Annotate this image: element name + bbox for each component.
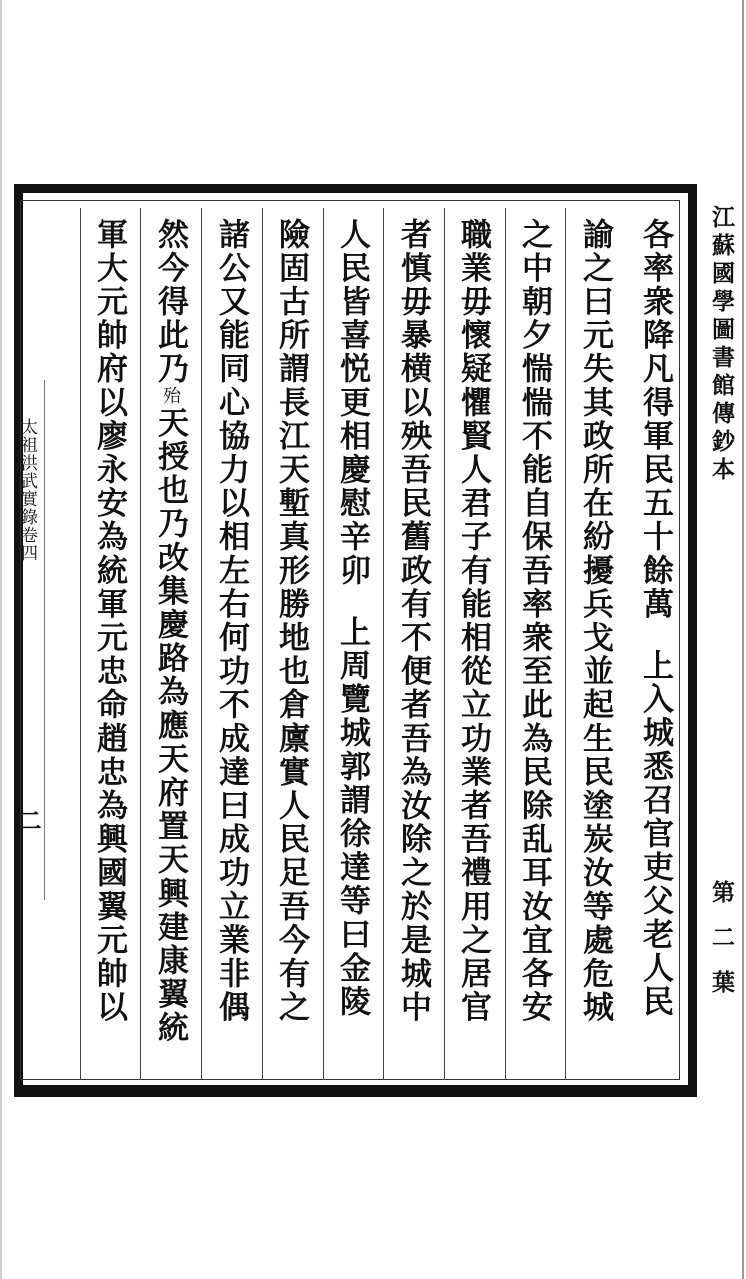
text-column-3 — [509, 218, 559, 1024]
page-edge-right — [742, 0, 744, 1279]
column-rule — [262, 208, 263, 1080]
text-column-6 — [327, 218, 377, 1019]
text-column-1-tail: 上入城悉召官吏父老人民 — [637, 649, 673, 1019]
column-rule — [383, 208, 384, 1080]
column-rule — [505, 208, 506, 1080]
spine-leaf-number: 二 — [13, 808, 42, 832]
library-title: 江蘇國學圖書館傳鈔本 — [708, 205, 735, 485]
page-edge-left — [0, 0, 2, 1279]
text-column-10 — [84, 218, 134, 1024]
column-rule — [80, 208, 81, 1080]
text-column-9-annotation: 殆 — [160, 386, 181, 407]
text-column-1 — [630, 218, 680, 1019]
column-rule — [140, 208, 141, 1080]
column-rule — [323, 208, 324, 1080]
text-column-5-lead: 者慎毋暴横以殃吾民舊政有不便者吾為汝除之於是城中 — [395, 218, 431, 1025]
text-column-9-tail: 天授也乃改集慶路為應天府置天興建康翼統 — [152, 406, 188, 1046]
text-column-3-lead: 之中朝夕惴惴不能自保吾率衆至此為民除乱耳汝宜各安 — [516, 218, 552, 1025]
page-label: 第二葉 — [708, 880, 735, 1015]
text-column-8-lead: 諸公又能同心協力以相左右何功不成達曰成功立業非偶 — [213, 218, 249, 1025]
text-column-2 — [570, 218, 620, 1024]
column-rule — [201, 208, 202, 1080]
text-column-2-lead: 諭之曰元失其政所在紛擾兵戈並起生民塗炭汝等處危城 — [577, 218, 613, 1025]
text-column-5 — [388, 218, 438, 1024]
text-column-1-lead: 各率衆降凡得軍民五十餘萬 — [637, 218, 673, 622]
text-column-9 — [145, 218, 195, 1045]
text-column-4-lead: 職業毋懷疑懼賢人君子有能相從立功業者吾禮用之居官 — [455, 218, 491, 1025]
column-rule — [444, 208, 445, 1080]
text-column-10-lead: 軍大元帥府以廖永安為統軍元忠命趙忠為興國翼元帥以 — [91, 218, 127, 1025]
text-column-7-lead: 險固古所謂長江天塹真形勝地也倉廪實人民足吾今有之 — [273, 218, 309, 1025]
spine-book-title: 太祖洪武實錄卷四 — [17, 418, 37, 562]
text-column-8 — [206, 218, 256, 1024]
text-column-9-lead: 然今得此乃 — [152, 218, 188, 386]
text-column-6-lead: 人民皆喜悦更相慶慰辛卯 — [334, 218, 370, 588]
text-column-7 — [266, 218, 316, 1024]
text-column-4 — [448, 218, 498, 1024]
column-rule — [565, 208, 566, 1080]
text-column-6-tail: 上周覽城郭謂徐達等曰金陵 — [334, 615, 370, 1019]
